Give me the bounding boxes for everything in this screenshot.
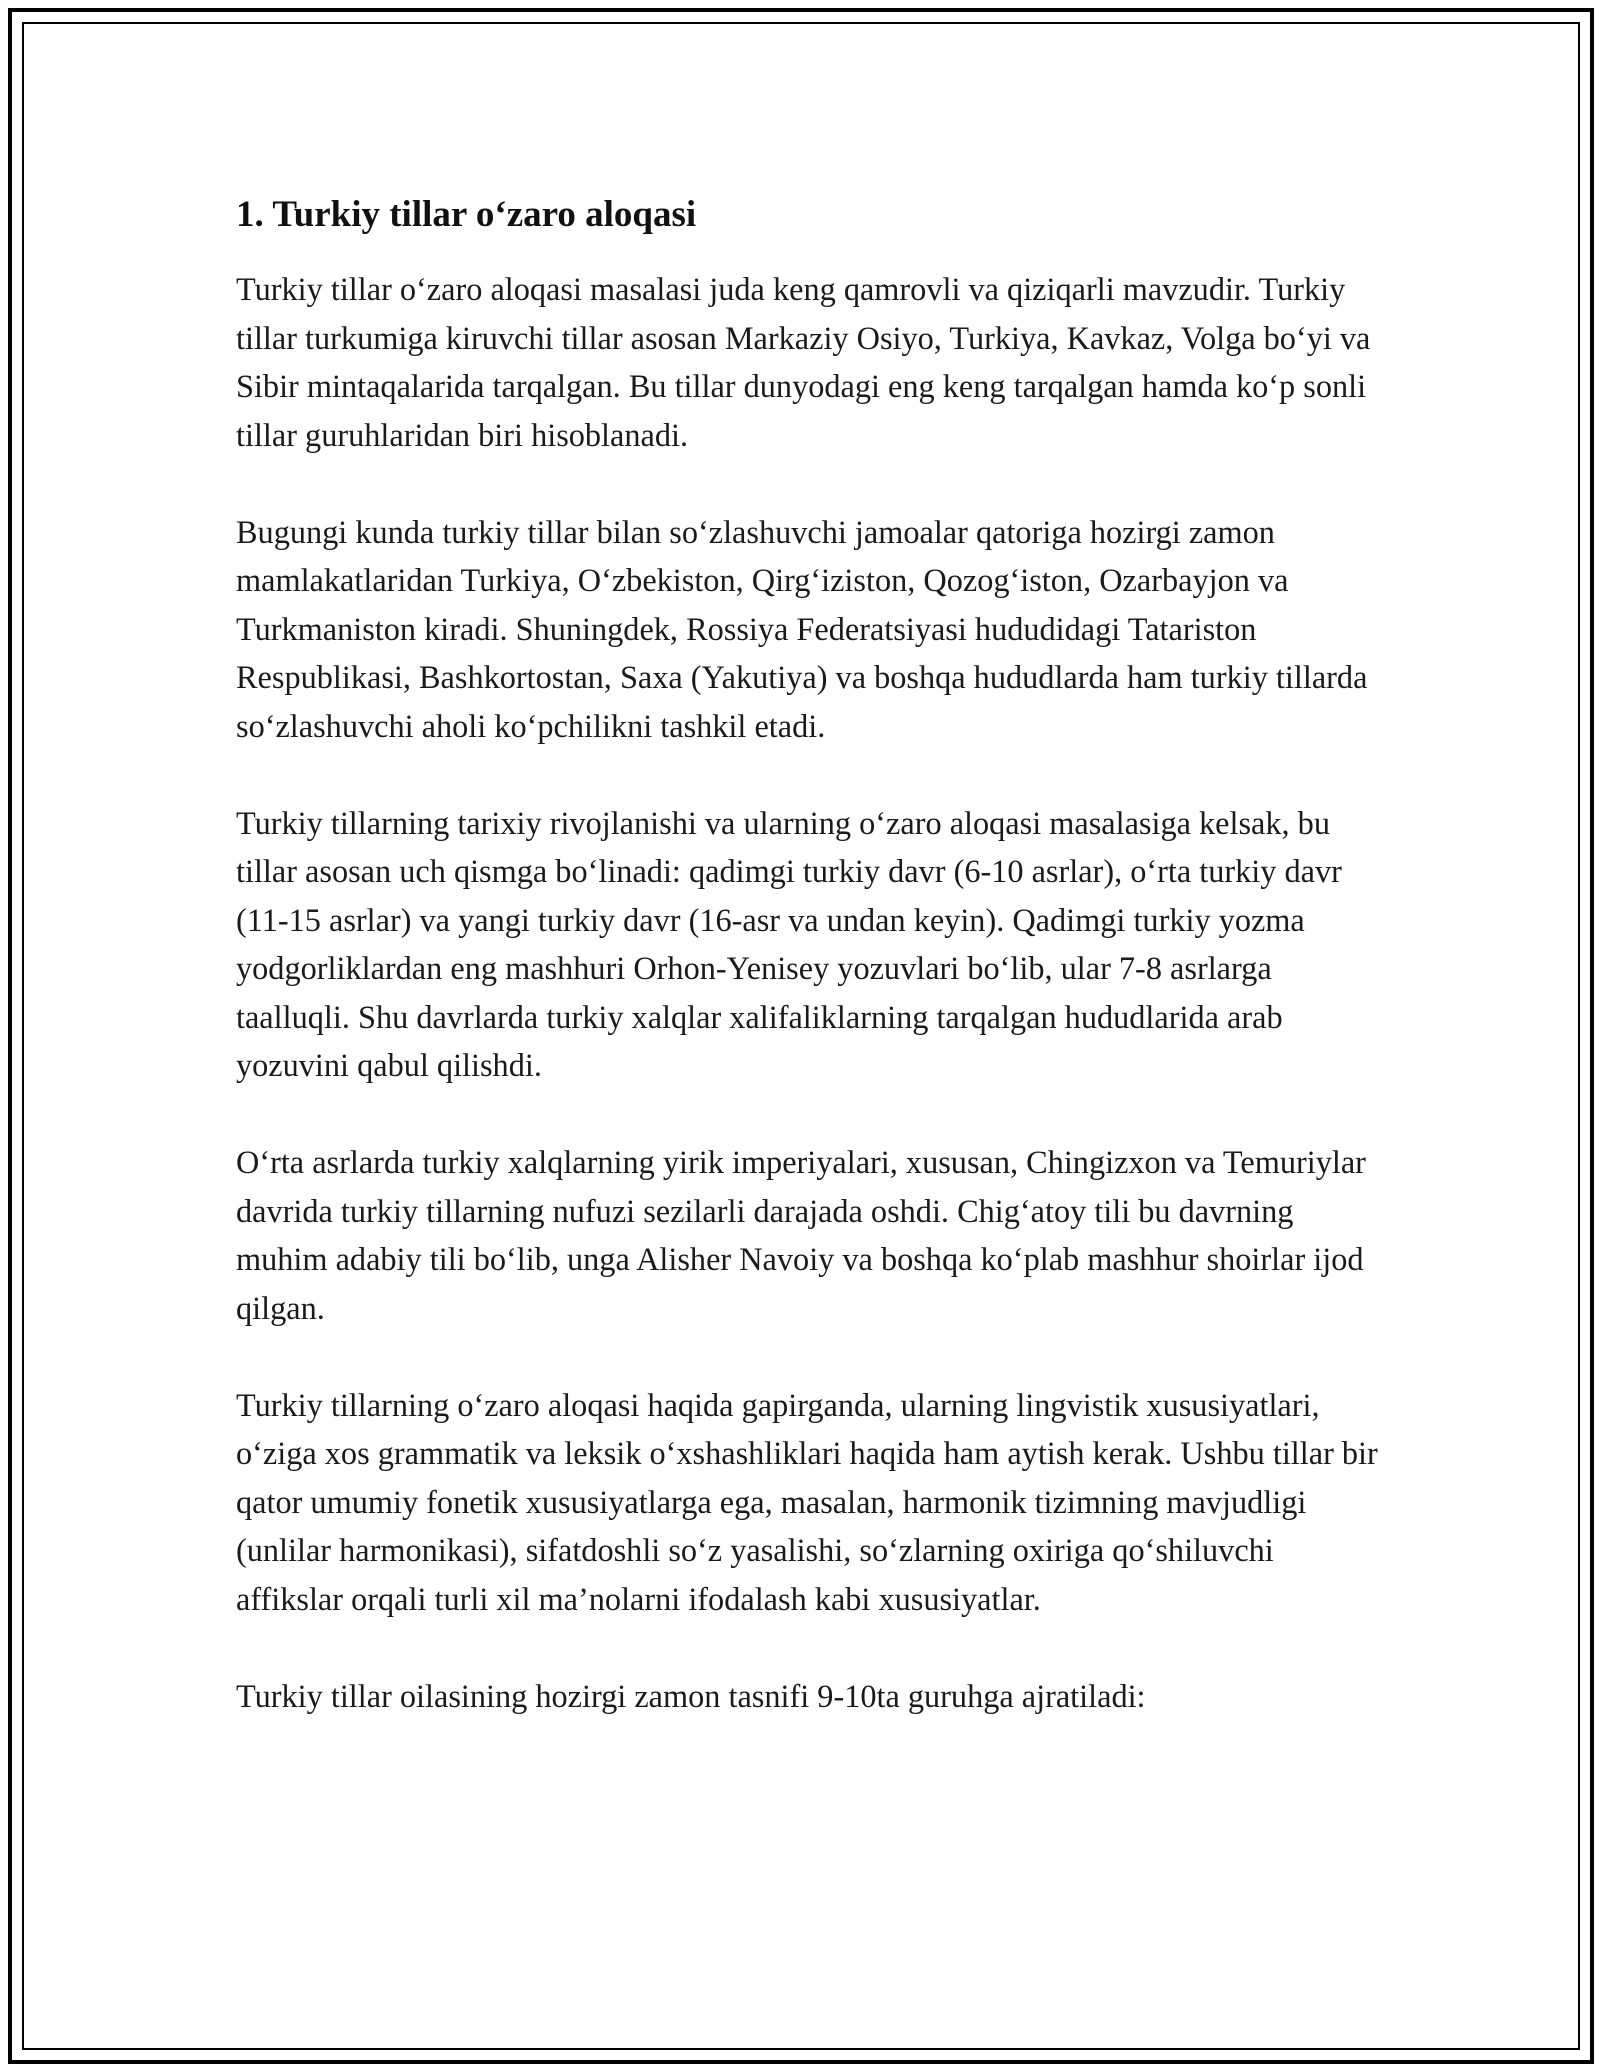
- section-title: 1. Turkiy tillar o‘zaro aloqasi: [236, 194, 697, 235]
- paragraph-1: Turkiy tillar o‘zaro aloqasi masalasi juda keng qamrovli va qiziqarli mavzudir. Turkiy tillar turkumiga kiruvchi tillar asosan Markaziy Osiyo, Turkiya, Kavkaz, Volga bo‘yi va Sibir mintaqalarida tarqalgan. Bu tillar dunyodagi eng keng tarqalgan hamda ko‘p sonli tillar guruhlaridan biri hisoblanadi.: [236, 271, 1371, 453]
- paragraph-2: Bugungi kunda turkiy tillar bilan so‘zlashuvchi jamoalar qatoriga hozirgi zamon mamlakatlaridan Turkiya, O‘zbekiston, Qirg‘iziston, Qozog‘iston, Ozarbayjon va Turkmaniston kiradi. Shuningdek, Rossiya Federatsiyasi hududidagi Tatariston Respublikasi, Bashkortostan, Saxa (Yakutiya) va boshqa hududlarda ham turkiy tillarda so‘zlashuvchi aholi ko‘pchilikni tashkil etadi.: [236, 513, 1368, 744]
- paragraph-4: O‘rta asrlarda turkiy xalqlarning yirik imperiyalari, xususan, Chingizxon va Temuriylar davrida turkiy tillarning nufuzi sezilarli darajada oshdi. Chig‘atoy tili bu davrning muhim adabiy tili bo‘lib, unga Alisher Navoiy va boshqa ko‘plab mashhur shoirlar ijod qilgan.: [236, 1144, 1366, 1326]
- paragraph-6: Turkiy tillar oilasining hozirgi zamon tasnifi 9-10ta guruhga ajratiladi:: [236, 1677, 1146, 1714]
- document-body: [236, 187, 1386, 1769]
- paragraph-5: Turkiy tillarning o‘zaro aloqasi haqida gapirganda, ularning lingvistik xususiyatlari, o‘ziga xos grammatik va leksik o‘xshashliklari haqida ham aytish kerak. Ushbu tillar bir qator umumiy fonetik xususiyatlarga ega, masalan, harmonik tizimning mavjudligi (unlilar harmonikasi), sifatdoshli so‘z yasalishi, so‘zlarning oxiriga qo‘shiluvchi affikslar orqali turli xil ma’nolarni ifodalash kabi xususiyatlar.: [236, 1386, 1378, 1617]
- paragraph-3: Turkiy tillarning tarixiy rivojlanishi va ularning o‘zaro aloqasi masalasiga kelsak, bu tillar asosan uch qismga bo‘linadi: qadimgi turkiy davr (6-10 asrlar), o‘rta turkiy davr (11-15 asrlar) va yangi turkiy davr (16-asr va undan keyin). Qadimgi turkiy yozma yodgorliklardan eng mashhuri Orhon-Yenisey yozuvlari bo‘lib, ular 7-8 asrlarga taalluqli. Shu davrlarda turkiy xalqlar xalifaliklarning tarqalgan hududlarida arab yozuvini qabul qilishdi.: [236, 804, 1342, 1083]
